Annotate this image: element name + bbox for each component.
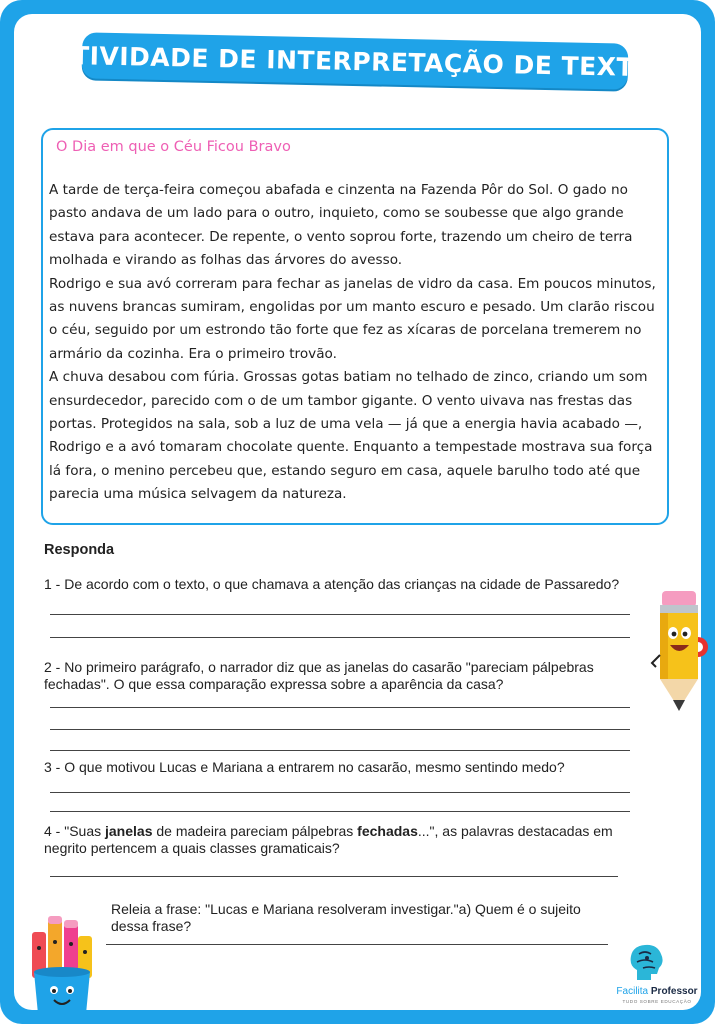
question-5: Releia a frase: "Lucas e Mariana resolveram investigar."a) Quem é o sujeito dessa frase? <box>111 901 581 934</box>
answer-line[interactable] <box>50 750 630 751</box>
brain-logo-icon <box>623 940 671 986</box>
question-4-text: de madeira pareciam pálpebras <box>152 823 358 839</box>
story-paragraph-2: Rodrigo e sua avó correram para fechar as janelas de vidro da casa. Em poucos minutos, as nuvens brancas sumiram, engolidas por um manto escuro e pesado. Um clarão riscou o céu, seguido por um estrondo tão forte que fez as xícaras de porcelana tremerem no armário da cozinha. Era o primeiro trovão. <box>49 275 656 362</box>
question-3: 3 - O que motivou Lucas e Mariana a entrarem no casarão, mesmo sentindo medo? <box>44 759 565 775</box>
logo-name-part: Professor <box>650 986 698 997</box>
story-box <box>41 128 669 525</box>
answer-line[interactable] <box>50 637 630 638</box>
answer-line[interactable] <box>50 707 630 708</box>
respond-heading: Responda <box>44 542 115 558</box>
question-4-text: 4 - "Suas <box>44 823 105 839</box>
highlighted-word: janelas <box>105 823 153 839</box>
question-4-text: ...", as palavras destacadas em negrito pertencem a quais classes gramaticais? <box>44 823 613 856</box>
facilita-professor-logo <box>607 940 707 1010</box>
highlighted-word: fechadas <box>357 823 418 839</box>
answer-line[interactable] <box>50 729 630 730</box>
logo-name <box>607 986 707 997</box>
logo-tagline: TUDO SOBRE EDUCAÇÃO <box>622 999 692 1004</box>
answer-line[interactable] <box>50 811 630 812</box>
page-title: ATIVIDADE DE INTERPRETAÇÃO DE TEXTO <box>53 40 657 82</box>
answer-line[interactable] <box>50 614 630 615</box>
pencil-cup-icon <box>26 912 98 1016</box>
answer-line[interactable] <box>50 792 630 793</box>
story-text <box>49 179 663 507</box>
question-1: 1 - De acordo com o texto, o que chamava a atenção das crianças na cidade de Passaredo? <box>44 576 620 592</box>
story-paragraph-3: A chuva desabou com fúria. Grossas gotas batiam no telhado de zinco, criando um som ensurdecedor, parecido com o de um tambor gigante. O vento uivava nas frestas das portas. Protegidos na sala, sob a luz de uma vela — já que a energia havia acabado —, Rodrigo e a avó tomaram chocolate quente. Enquanto a tempestade mostrava sua força lá fora, o menino percebeu que, estando seguro em casa, aquele barulho todo até que parecia uma música selvagem da natureza. <box>49 369 653 503</box>
pencil-mascot-icon <box>648 585 712 717</box>
story-paragraph-1: A tarde de terça-feira começou abafada e cinzenta na Fazenda Pôr do Sol. O gado no pasto andava de um lado para o outro, inquieto, como se soubesse que algo grande estava para acontecer. De repente, o vento soprou forte, trazendo um cheiro de terra molhada e virando as folhas das árvores do avesso. <box>49 182 633 269</box>
answer-line[interactable] <box>106 944 608 945</box>
question-2: 2 - No primeiro parágrafo, o narrador diz que as janelas do casarão "pareciam pálpebras fechadas". O que essa comparação expressa sobre a aparência da casa? <box>44 659 594 692</box>
question-4 <box>44 823 654 857</box>
logo-name-part: Facilita <box>616 986 649 997</box>
answer-line[interactable] <box>50 876 618 877</box>
story-title: O Dia em que o Céu Ficou Bravo <box>56 139 291 155</box>
